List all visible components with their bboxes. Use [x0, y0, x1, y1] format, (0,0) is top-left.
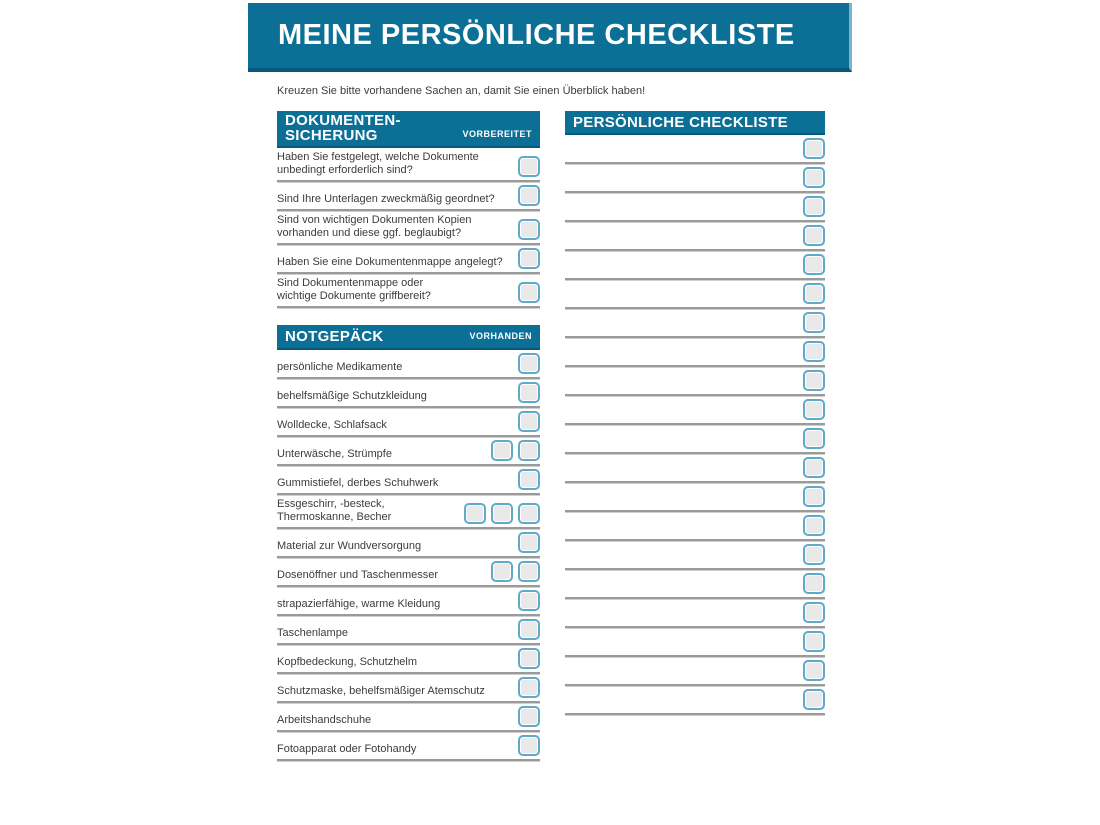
checkbox[interactable] [518, 440, 540, 461]
checkbox-group [491, 561, 540, 582]
item-label: strapazierfähige, warme Kleidung [277, 598, 441, 610]
checkbox[interactable] [803, 631, 825, 652]
checkbox-group [518, 735, 540, 756]
checkbox-group [803, 167, 825, 188]
document-security-header [277, 111, 540, 148]
checkbox-group [803, 544, 825, 565]
checkbox-group [803, 457, 825, 478]
item-label: Material zur Wundversorgung [277, 540, 422, 552]
checklist-item-row [277, 645, 540, 674]
empty-checklist-row [565, 251, 825, 280]
checkbox-group [803, 283, 825, 304]
checkbox-group [518, 532, 540, 553]
empty-checklist-row [565, 164, 825, 193]
checkbox[interactable] [518, 185, 540, 206]
checklist-item-row [277, 495, 540, 529]
checkbox[interactable] [803, 341, 825, 362]
checkbox-group [518, 282, 540, 303]
checkbox[interactable] [803, 254, 825, 275]
checklist-item-row [277, 408, 540, 437]
checkbox-group [491, 440, 540, 461]
checkbox[interactable] [518, 706, 540, 727]
item-label: Haben Sie eine Dokumentenmappe angelegt? [277, 256, 503, 268]
left-column [277, 111, 540, 761]
checkbox[interactable] [803, 312, 825, 333]
checkbox[interactable] [803, 515, 825, 536]
checkbox[interactable] [803, 138, 825, 159]
checkbox[interactable] [518, 735, 540, 756]
checklist-item-row [277, 274, 540, 308]
checkbox[interactable] [518, 590, 540, 611]
checkbox-group [518, 619, 540, 640]
checkbox[interactable] [518, 248, 540, 269]
checkbox-group [803, 138, 825, 159]
checkbox[interactable] [803, 689, 825, 710]
status-label-vorbereitet: VORBEREITET [462, 129, 532, 139]
checkbox-group [803, 341, 825, 362]
checkbox-group [518, 677, 540, 698]
page-title: MEINE PERSÖNLICHE CHECKLISTE [278, 19, 795, 51]
empty-checklist-row [565, 686, 825, 715]
item-label: Haben Sie festgelegt, welche Dokumente unbedingt erforderlich sind? [277, 151, 479, 176]
checklist-item-row [277, 529, 540, 558]
intro-text: Kreuzen Sie bitte vorhandene Sachen an, damit Sie einen Überblick haben! [277, 85, 646, 97]
checkbox-group [518, 156, 540, 177]
empty-checklist-row [565, 193, 825, 222]
empty-checklist-row [565, 280, 825, 309]
checkbox-group [803, 486, 825, 507]
checkbox[interactable] [803, 602, 825, 623]
checkbox[interactable] [518, 619, 540, 640]
item-label: Kopfbedeckung, Schutzhelm [277, 656, 418, 668]
checkbox-group [803, 573, 825, 594]
empty-checklist-row [565, 454, 825, 483]
checkbox-group [464, 503, 540, 524]
checklist-item-row [277, 616, 540, 645]
checkbox[interactable] [518, 561, 540, 582]
item-label: Sind Ihre Unterlagen zweckmäßig geordnet? [277, 193, 495, 205]
checkbox[interactable] [518, 469, 540, 490]
item-label: Taschenlampe [277, 627, 348, 639]
checkbox-group [803, 602, 825, 623]
checkbox[interactable] [518, 648, 540, 669]
empty-checklist-row [565, 483, 825, 512]
checkbox[interactable] [518, 411, 540, 432]
checkbox-group [803, 428, 825, 449]
checkbox-group [518, 411, 540, 432]
empty-checklist-row [565, 657, 825, 686]
title-banner [248, 3, 852, 72]
item-label: Sind von wichtigen Dokumenten Kopien vorhanden und diese ggf. beglaubigt? [277, 214, 472, 239]
checkbox[interactable] [518, 219, 540, 240]
checkbox-group [518, 219, 540, 240]
empty-checklist-row [565, 396, 825, 425]
checkbox[interactable] [803, 573, 825, 594]
item-label: Dosenöffner und Taschenmesser [277, 569, 439, 581]
checkbox[interactable] [518, 382, 540, 403]
empty-checklist-row [565, 338, 825, 367]
personal-checklist-title: PERSÖNLICHE CHECKLISTE [573, 114, 788, 131]
checkbox-group [803, 254, 825, 275]
emergency-kit-section [277, 350, 540, 761]
checkbox-group [803, 660, 825, 681]
checkbox-group [518, 590, 540, 611]
item-label: Essgeschirr, -besteck, Thermoskanne, Becher [277, 498, 392, 523]
item-label: behelfsmäßige Schutzkleidung [277, 390, 427, 402]
item-label: Wolldecke, Schlafsack [277, 419, 387, 431]
document-security-title-line2: SICHERUNG [285, 127, 378, 144]
empty-checklist-row [565, 367, 825, 396]
checkbox[interactable] [803, 399, 825, 420]
checkbox[interactable] [518, 532, 540, 553]
checklist-item-row [277, 379, 540, 408]
personal-checklist-section [565, 135, 825, 715]
checklist-item-row [277, 182, 540, 211]
empty-checklist-row [565, 541, 825, 570]
checkbox[interactable] [803, 196, 825, 217]
checkbox[interactable] [464, 503, 486, 524]
checkbox[interactable] [803, 544, 825, 565]
empty-checklist-row [565, 599, 825, 628]
checkbox-group [803, 225, 825, 246]
checkbox[interactable] [803, 660, 825, 681]
checkbox[interactable] [518, 353, 540, 374]
checkbox[interactable] [518, 677, 540, 698]
item-label: Schutzmaske, behelfsmäßiger Atemschutz [277, 685, 485, 697]
checkbox-group [803, 689, 825, 710]
checkbox-group [518, 648, 540, 669]
checkbox-group [803, 312, 825, 333]
checkbox-group [803, 399, 825, 420]
checkbox-group [518, 353, 540, 374]
item-label: persönliche Medikamente [277, 361, 403, 373]
checklist-item-row [277, 674, 540, 703]
status-label-vorhanden: VORHANDEN [469, 331, 532, 341]
checkbox-group [803, 515, 825, 536]
right-column [565, 111, 825, 715]
checkbox[interactable] [518, 503, 540, 524]
checkbox[interactable] [803, 428, 825, 449]
checkbox-group [518, 185, 540, 206]
checkbox[interactable] [803, 283, 825, 304]
item-label: Sind Dokumentenmappe oder wichtige Dokumente griffbereit? [277, 277, 431, 302]
checkbox[interactable] [803, 370, 825, 391]
item-label: Gummistiefel, derbes Schuhwerk [277, 477, 439, 489]
checkbox[interactable] [491, 561, 513, 582]
checklist-item-row [277, 437, 540, 466]
checklist-item-row [277, 350, 540, 379]
checkbox[interactable] [803, 457, 825, 478]
checkbox[interactable] [518, 282, 540, 303]
checkbox-group [518, 248, 540, 269]
empty-checklist-row [565, 222, 825, 251]
empty-checklist-row [565, 512, 825, 541]
checkbox[interactable] [803, 225, 825, 246]
checklist-item-row [277, 245, 540, 274]
item-label: Unterwäsche, Strümpfe [277, 448, 392, 460]
document-security-title-line1: DOKUMENTEN- [285, 112, 401, 129]
empty-checklist-row [565, 425, 825, 454]
emergency-kit-header [277, 325, 540, 350]
checkbox[interactable] [491, 440, 513, 461]
checklist-item-row [277, 466, 540, 495]
checklist-item-row [277, 587, 540, 616]
checkbox-group [518, 382, 540, 403]
checkbox[interactable] [803, 486, 825, 507]
checkbox-group [518, 469, 540, 490]
emergency-kit-title: NOTGEPÄCK [285, 328, 384, 345]
personal-checklist-header [565, 111, 825, 135]
empty-checklist-row [565, 570, 825, 599]
checkbox[interactable] [491, 503, 513, 524]
document-security-section [277, 148, 540, 308]
checkbox-group [803, 631, 825, 652]
empty-checklist-row [565, 628, 825, 657]
checklist-item-row [277, 148, 540, 182]
empty-checklist-row [565, 309, 825, 338]
checkbox[interactable] [518, 156, 540, 177]
checklist-item-row [277, 211, 540, 245]
checklist-item-row [277, 703, 540, 732]
checkbox[interactable] [803, 167, 825, 188]
checklist-item-row [277, 732, 540, 761]
empty-checklist-row [565, 135, 825, 164]
item-label: Arbeitshandschuhe [277, 714, 372, 726]
checkbox-group [803, 196, 825, 217]
checkbox-group [803, 370, 825, 391]
checkbox-group [518, 706, 540, 727]
checklist-item-row [277, 558, 540, 587]
item-label: Fotoapparat oder Fotohandy [277, 743, 417, 755]
